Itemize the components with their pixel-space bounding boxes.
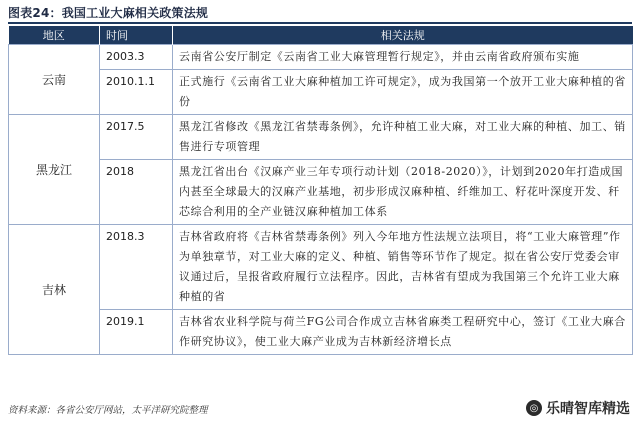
date-cell: 2003.3	[100, 45, 173, 70]
date-cell: 2010.1.1	[100, 70, 173, 115]
watermark-logo-icon: ◎	[526, 400, 542, 416]
table-row	[9, 310, 633, 355]
table-row	[9, 160, 633, 225]
table-row	[9, 45, 633, 70]
region-cell: 吉林	[9, 225, 100, 355]
watermark	[522, 398, 634, 418]
law-cell: 吉林省政府将《吉林省禁毒条例》列入今年地方性法规立法项目，将“工业大麻管理”作为单独章节，对工业大麻的定义、种植、销售等环节作了规定。拟在省公安厅党委会审议通过后，呈报省政府履行立法程序。因此，吉林省有望成为我国第三个允许工业大麻种植的省	[173, 225, 633, 310]
date-cell: 2019.1	[100, 310, 173, 355]
region-cell: 云南	[9, 45, 100, 115]
date-cell: 2018.3	[100, 225, 173, 310]
law-cell: 黑龙江省出台《汉麻产业三年专项行动计划（2018-2020）》，计划到2020年打造成国内甚至全球最大的汉麻产业基地，初步形成汉麻种植、纤维加工、籽花叶深度开发、秆芯综合利用的全产业链汉麻种植加工体系	[173, 160, 633, 225]
law-cell: 云南省公安厅制定《云南省工业大麻管理暂行规定》，并由云南省政府颁布实施	[173, 45, 633, 70]
table-header	[9, 26, 633, 45]
date-cell: 2017.5	[100, 115, 173, 160]
table-row	[9, 115, 633, 160]
law-cell: 正式施行《云南省工业大麻种植加工许可规定》，成为我国第一个放开工业大麻种植的省份	[173, 70, 633, 115]
table-row	[9, 225, 633, 310]
policy-table	[8, 26, 633, 355]
header-date: 时间	[100, 26, 173, 45]
law-cell: 黑龙江省修改《黑龙江省禁毒条例》，允许种植工业大麻，对工业大麻的种植、加工、销售进行专项管理	[173, 115, 633, 160]
title-rule	[8, 22, 632, 24]
region-cell: 黑龙江	[9, 115, 100, 225]
header-law: 相关法规	[173, 26, 633, 45]
figure-title: 图表24：我国工业大麻相关政策法规	[8, 6, 209, 20]
date-cell: 2018	[100, 160, 173, 225]
header-region: 地区	[9, 26, 100, 45]
watermark-text: 乐晴智库精选	[546, 401, 630, 417]
source-note: 资料来源：各省公安厅网站，太平洋研究院整理	[8, 405, 208, 416]
table-row	[9, 70, 633, 115]
law-cell: 吉林省农业科学院与荷兰FG公司合作成立吉林省麻类工程研究中心，签订《工业大麻合作研究协议》，使工业大麻产业成为吉林新经济增长点	[173, 310, 633, 355]
